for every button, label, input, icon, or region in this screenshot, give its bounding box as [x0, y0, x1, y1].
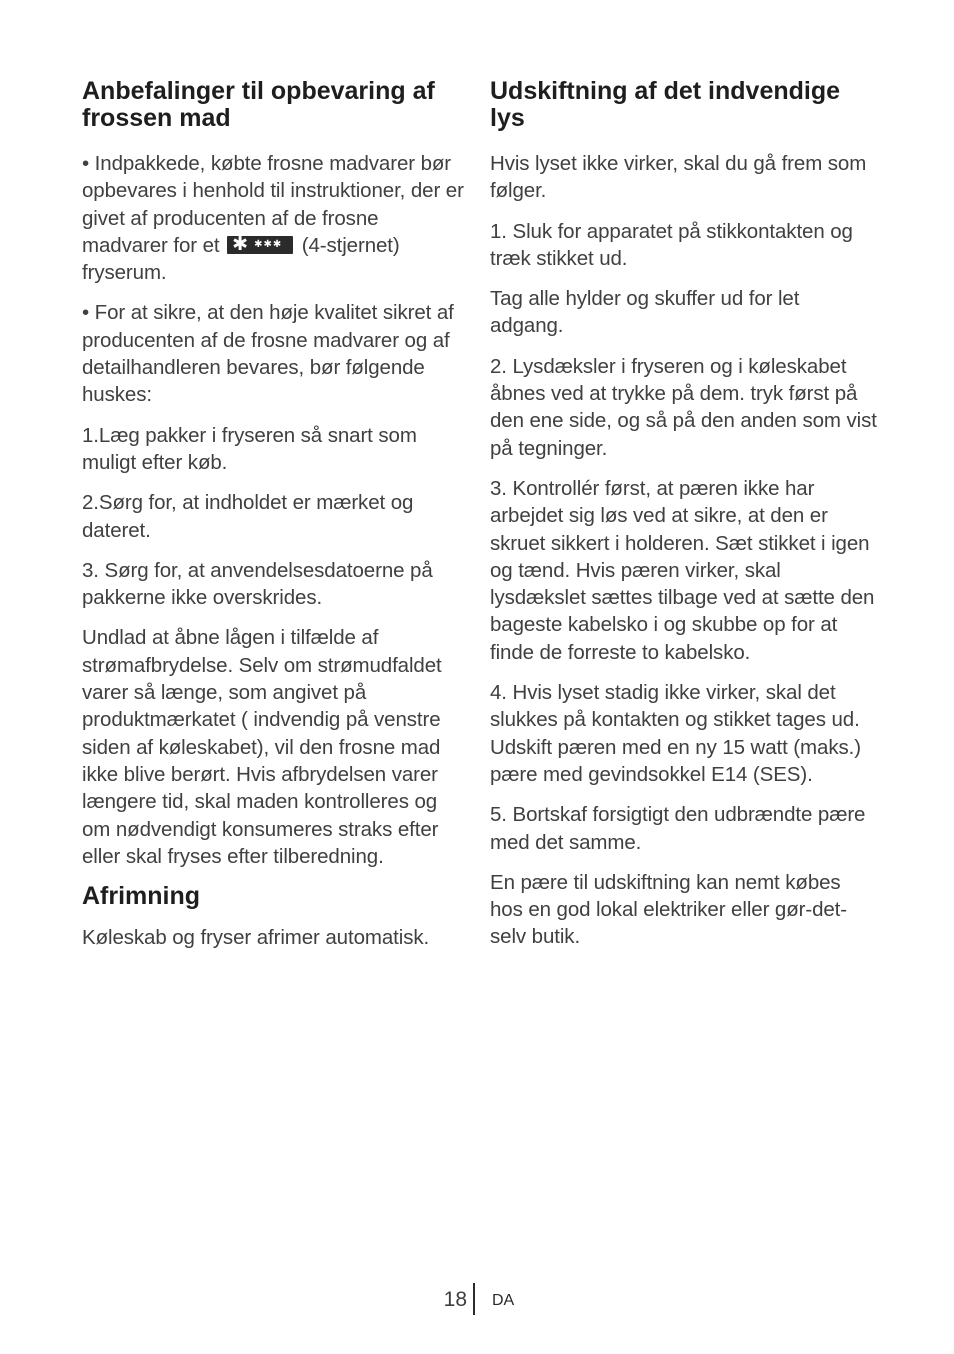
- right-column: [490, 78, 878, 964]
- left-column: [82, 78, 466, 964]
- paragraph-light-6: 5. Bortskaf forsigtigt den udbrændte pære med det samme.: [490, 803, 866, 854]
- paragraph-packaged-food: [82, 150, 466, 286]
- paragraph-packaged-food-tail: (4-stjernet) fryserum.: [82, 233, 400, 285]
- language-code: DA: [492, 1292, 515, 1309]
- paragraph-light-7: En pære til udskiftning kan nemt købes hos en god lokal elektriker eller gør-det-selv butik.: [490, 870, 847, 949]
- section-heading-frozen-food-storage: Anbefalinger til opbevaring af frossen mad: [82, 77, 435, 132]
- paragraph-step-3: 3. Sørg for, at anvendelsesdatoerne på pakkerne ikke overskrides.: [82, 558, 433, 610]
- small-stars-icon: ✱✱✱: [254, 238, 283, 250]
- paragraph-light-4: 3. Kontrollér først, at pæren ikke har arbejdet sig løs ved at sikre, at den er skruet sikkert i holderen. Sæt stikket i igen og tænd. Hvis pæren virker, skal lysdækslet sættes tilbage ved at sætte den bageste kabelsko i og skubbe op for at finde de forreste to kabelsko.: [490, 476, 875, 664]
- four-star-freezer-icon: [227, 232, 293, 255]
- page-footer: [0, 1283, 954, 1317]
- paragraph-light-2: Tag alle hylder og skuffer ud for let adgang.: [490, 287, 800, 338]
- paragraph-defrosting: Køleskab og fryser afrimer automatisk.: [82, 926, 430, 950]
- section-heading-light-replacement: Udskiftning af det indvendige lys: [490, 77, 841, 132]
- paragraph-packaged-food-text: • Indpakkede, købte frosne madvarer bør opbevares i henhold til instruktioner, der er givet af producenten af de frosne madvarer for et: [82, 152, 464, 257]
- paragraph-quality: • For at sikre, at den høje kvalitet sikret af producenten af de frosne madvarer og af detailhandleren bevares, bør følgende huskes:: [82, 301, 454, 407]
- paragraph-light-5: 4. Hvis lyset stadig ikke virker, skal det slukkes på kontakten og stikket tages ud. Udskift pæren med en ny 15 watt (maks.) pære med gevindsokkel E14 (SES).: [490, 681, 861, 786]
- section-heading-defrosting: Afrimning: [82, 882, 201, 911]
- page-number: 18: [443, 1288, 467, 1311]
- footer-divider: [473, 1283, 475, 1315]
- paragraph-power-failure: Undlad at åbne lågen i tilfælde af strømafbrydelse. Selv om strømudfaldet varer så længe, som angivet på produktmærkatet ( indvendig på venstre siden af køleskabet), vil den frosne mad ikke blive berørt. Hvis afbrydelsen varer længere tid, skal maden kontrolleres og om nødvendigt konsumeres straks efter eller skal fryses efter tilberedning.: [82, 626, 442, 868]
- large-star-icon: ✱: [232, 232, 248, 255]
- paragraph-step-2: 2.Sørg for, at indholdet er mærket og dateret.: [82, 491, 414, 542]
- paragraph-light-1: 1. Sluk for apparatet på stikkontakten og træk stikket ud.: [490, 219, 853, 270]
- paragraph-step-1: 1.Læg pakker i fryseren så snart som muligt efter køb.: [82, 423, 417, 474]
- paragraph-light-0: Hvis lyset ikke virker, skal du gå frem som følger.: [490, 152, 867, 203]
- paragraph-light-3: 2. Lysdæksler i fryseren og i køleskabet åbnes ved at trykke på dem. tryk først på den ene side, og så på den anden som vist på tegninger.: [490, 354, 877, 460]
